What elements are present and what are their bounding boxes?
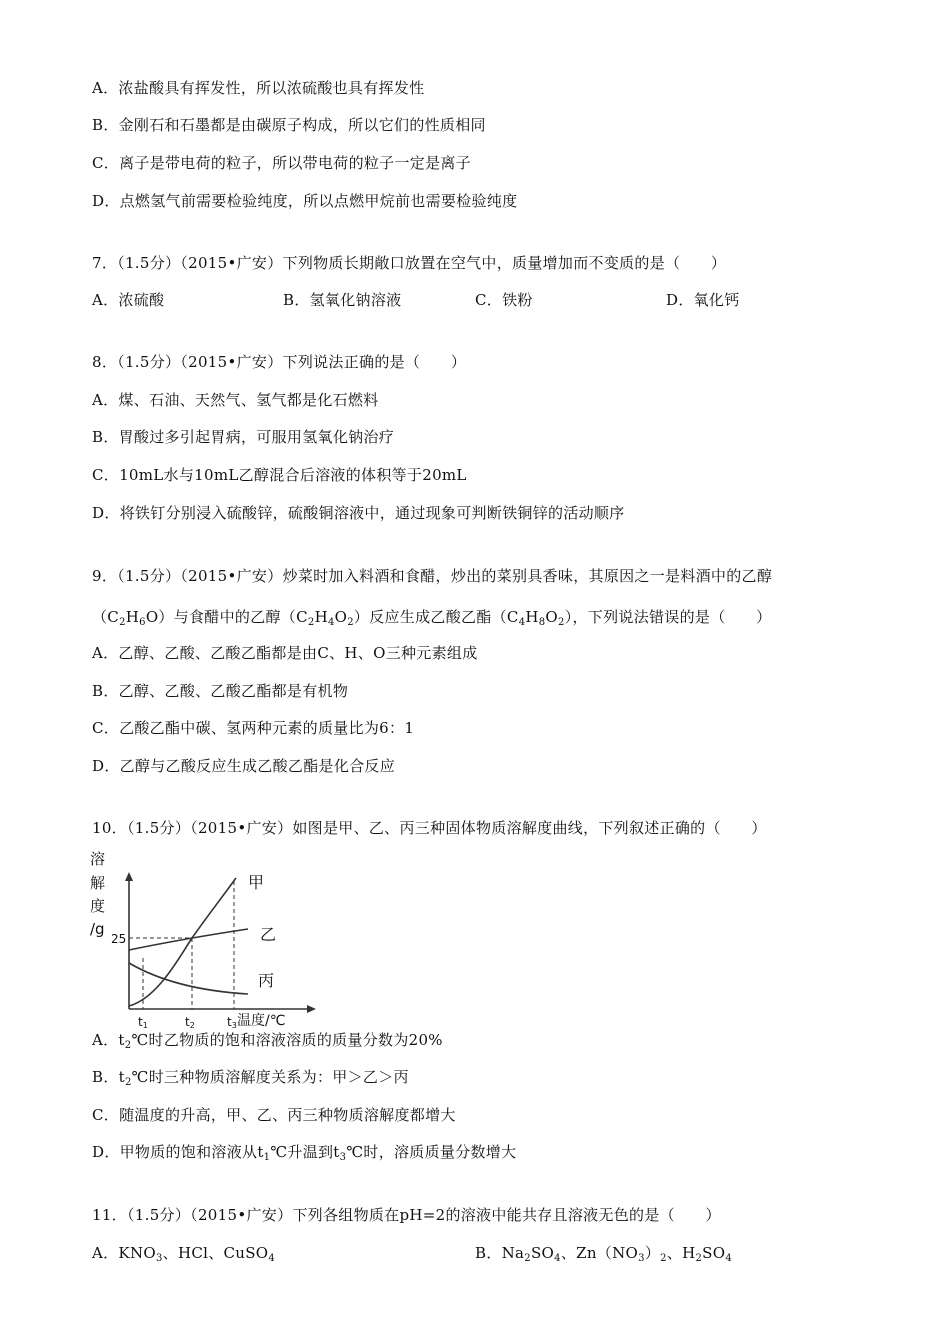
curve-label-bing: 丙 xyxy=(258,971,275,990)
y-axis-arrow xyxy=(125,872,133,881)
t1-label: t1 xyxy=(138,1015,148,1028)
q9-option-c: C．乙酸乙酯中碳、氢两种元素的质量比为6：1 xyxy=(92,719,415,737)
x-axis-label: 温度/℃ xyxy=(237,1013,286,1028)
q8-option-a: A．煤、石油、天然气、氢气都是化石燃料 xyxy=(92,391,379,409)
y-axis-label-1: 溶 xyxy=(90,850,106,868)
y-axis-label-4: /g xyxy=(90,920,105,938)
q11-option-a: A．$KNO_3$、HCl、CuSO$_4$ xyxy=(92,1244,276,1264)
q9-option-a: A．乙醇、乙酸、乙酸乙酯都是由C、H、O三种元素组成 xyxy=(92,644,478,662)
curve-bing xyxy=(129,963,248,994)
t3-label: t3 xyxy=(227,1015,237,1028)
q7-option-a: A．浓硫酸 xyxy=(92,291,165,309)
q8-option-c: C．10mL水与10mL乙醇混合后溶液的体积等于20mL xyxy=(92,466,467,484)
q9-stem-line2: $(C_2H_6O)$与食醋中的乙醇$(C_2H_4O_2)$反应生成乙酸乙酯$(C_4H_8O_2)$，下列说法错误的是（ ） xyxy=(92,608,772,628)
q7-option-c: C．铁粉 xyxy=(475,291,533,309)
q6-option-a: A．浓盐酸具有挥发性，所以浓硫酸也具有挥发性 xyxy=(92,79,425,97)
t2-label: t2 xyxy=(185,1015,195,1028)
q10-stem: 10．（1.5分）（2015•广安）如图是甲、乙、丙三种固体物质溶解度曲线，下列叙述正确的（ ） xyxy=(92,819,767,837)
q7-option-d: D．氧化钙 xyxy=(666,291,740,309)
q7-stem: 7．（1.5分）（2015•广安）下列物质长期敞口放置在空气中，质量增加而不变质的是（ ） xyxy=(92,254,727,272)
q7-option-b: B．氢氧化钠溶液 xyxy=(283,291,402,309)
q8-option-d: D．将铁钉分别浸入硫酸锌，硫酸铜溶液中，通过现象可判断铁铜锌的活动顺序 xyxy=(92,504,625,522)
y-axis-label-2: 解 xyxy=(90,874,106,892)
q10-option-d: D．甲物质的饱和溶液从$t_1℃$升温到$t_3℃$时，溶质质量分数增大 xyxy=(92,1143,517,1163)
curve-label-yi: 乙 xyxy=(260,925,277,944)
solubility-curve-figure xyxy=(88,848,328,1028)
curve-label-jia: 甲 xyxy=(248,873,265,892)
q8-option-b: B．胃酸过多引起胃病，可服用氢氧化钠治疗 xyxy=(92,428,395,446)
curve-yi xyxy=(129,929,248,950)
q6-option-b: B．金刚石和石墨都是由碳原子构成，所以它们的性质相同 xyxy=(92,116,486,134)
x-axis-arrow xyxy=(307,1005,316,1013)
q11-stem: 11．（1.5分）（2015•广安）下列各组物质在pH=2的溶液中能共存且溶液无色的是（ ） xyxy=(92,1206,721,1224)
q9-option-d: D．乙醇与乙酸反应生成乙酸乙酯是化合反应 xyxy=(92,757,396,775)
q11-option-b: B．$Na_2SO_4$、$Zn(NO_3)_2$、$H_2SO_4$ xyxy=(475,1244,733,1264)
q9-option-b: B．乙醇、乙酸、乙酸乙酯都是有机物 xyxy=(92,682,349,700)
q10-option-a: A．$t_2℃$时乙物质的饱和溶液溶质的质量分数为20% xyxy=(92,1031,443,1051)
y-tick-25: 25 xyxy=(111,932,127,946)
y-axis-label-3: 度 xyxy=(90,897,106,915)
q6-option-c: C．离子是带电荷的粒子，所以带电荷的粒子一定是离子 xyxy=(92,154,471,172)
q10-option-b: B．$t_2℃$时三种物质溶解度关系为：甲＞乙＞丙 xyxy=(92,1068,409,1088)
q9-stem-line1: 9．（1.5分）（2015•广安）炒菜时加入料酒和食醋，炒出的菜别具香味，其原因之一是料酒中的乙醇 xyxy=(92,567,773,585)
q8-stem: 8．（1.5分）（2015•广安）下列说法正确的是（ ） xyxy=(92,353,467,371)
q10-option-c: C．随温度的升高，甲、乙、丙三种物质溶解度都增大 xyxy=(92,1106,456,1124)
curve-jia xyxy=(129,878,236,1006)
q6-option-d: D．点燃氢气前需要检验纯度，所以点燃甲烷前也需要检验纯度 xyxy=(92,192,518,210)
